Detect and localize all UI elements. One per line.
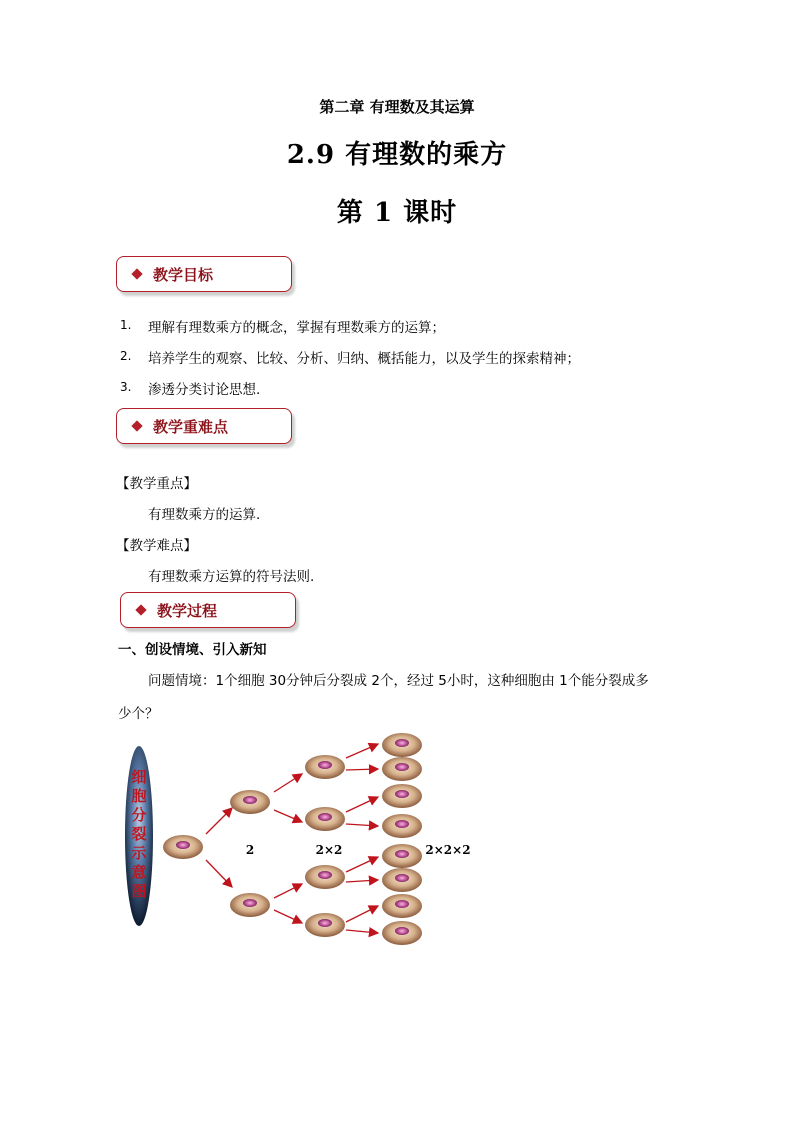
cell (382, 921, 422, 945)
cell (382, 844, 422, 868)
period-title: 第 1 课时 (336, 198, 458, 228)
section-goals-title: 教学目标 (153, 266, 214, 284)
key-point-text: 有理数乘方的运算. (148, 507, 261, 523)
cell (382, 894, 422, 918)
problem-text-line2: 少个？ (118, 706, 159, 722)
cell (230, 790, 270, 814)
level-label-3: 2×2×2 (425, 843, 471, 857)
cell (305, 865, 345, 889)
cell (163, 835, 203, 859)
cell (382, 814, 422, 838)
difficulty-label: 【教学难点】 (116, 538, 197, 554)
lesson-title: 2.9 有理数的乘方 (286, 140, 508, 170)
cell (382, 868, 422, 892)
cell (382, 733, 422, 757)
part1-title: 一、创设情境、引入新知 (118, 642, 267, 658)
key-point-label: 【教学重点】 (116, 476, 197, 492)
cell-level-3 (382, 733, 422, 945)
difficulty-text: 有理数乘方运算的符号法则. (148, 569, 315, 585)
cell (305, 807, 345, 831)
level-label-1: 2 (245, 843, 255, 857)
cell (382, 784, 422, 808)
level-label-2: 2×2 (315, 843, 343, 857)
problem-text-line1: 问题情境：1个细胞 30分钟后分裂成 2个，经过 5小时，这种细胞由 1个能分裂成多 (148, 673, 649, 689)
cell-level-0 (163, 835, 203, 859)
cell-division-side-label: 细胞分裂示意图 (131, 768, 147, 900)
chapter-heading: 第二章 有理数及其运算 (319, 98, 475, 116)
cell (305, 755, 345, 779)
section-process-title: 教学过程 (157, 602, 218, 620)
cell (230, 893, 270, 917)
section-key-title: 教学重难点 (153, 418, 229, 436)
cell (382, 757, 422, 781)
cell (305, 913, 345, 937)
